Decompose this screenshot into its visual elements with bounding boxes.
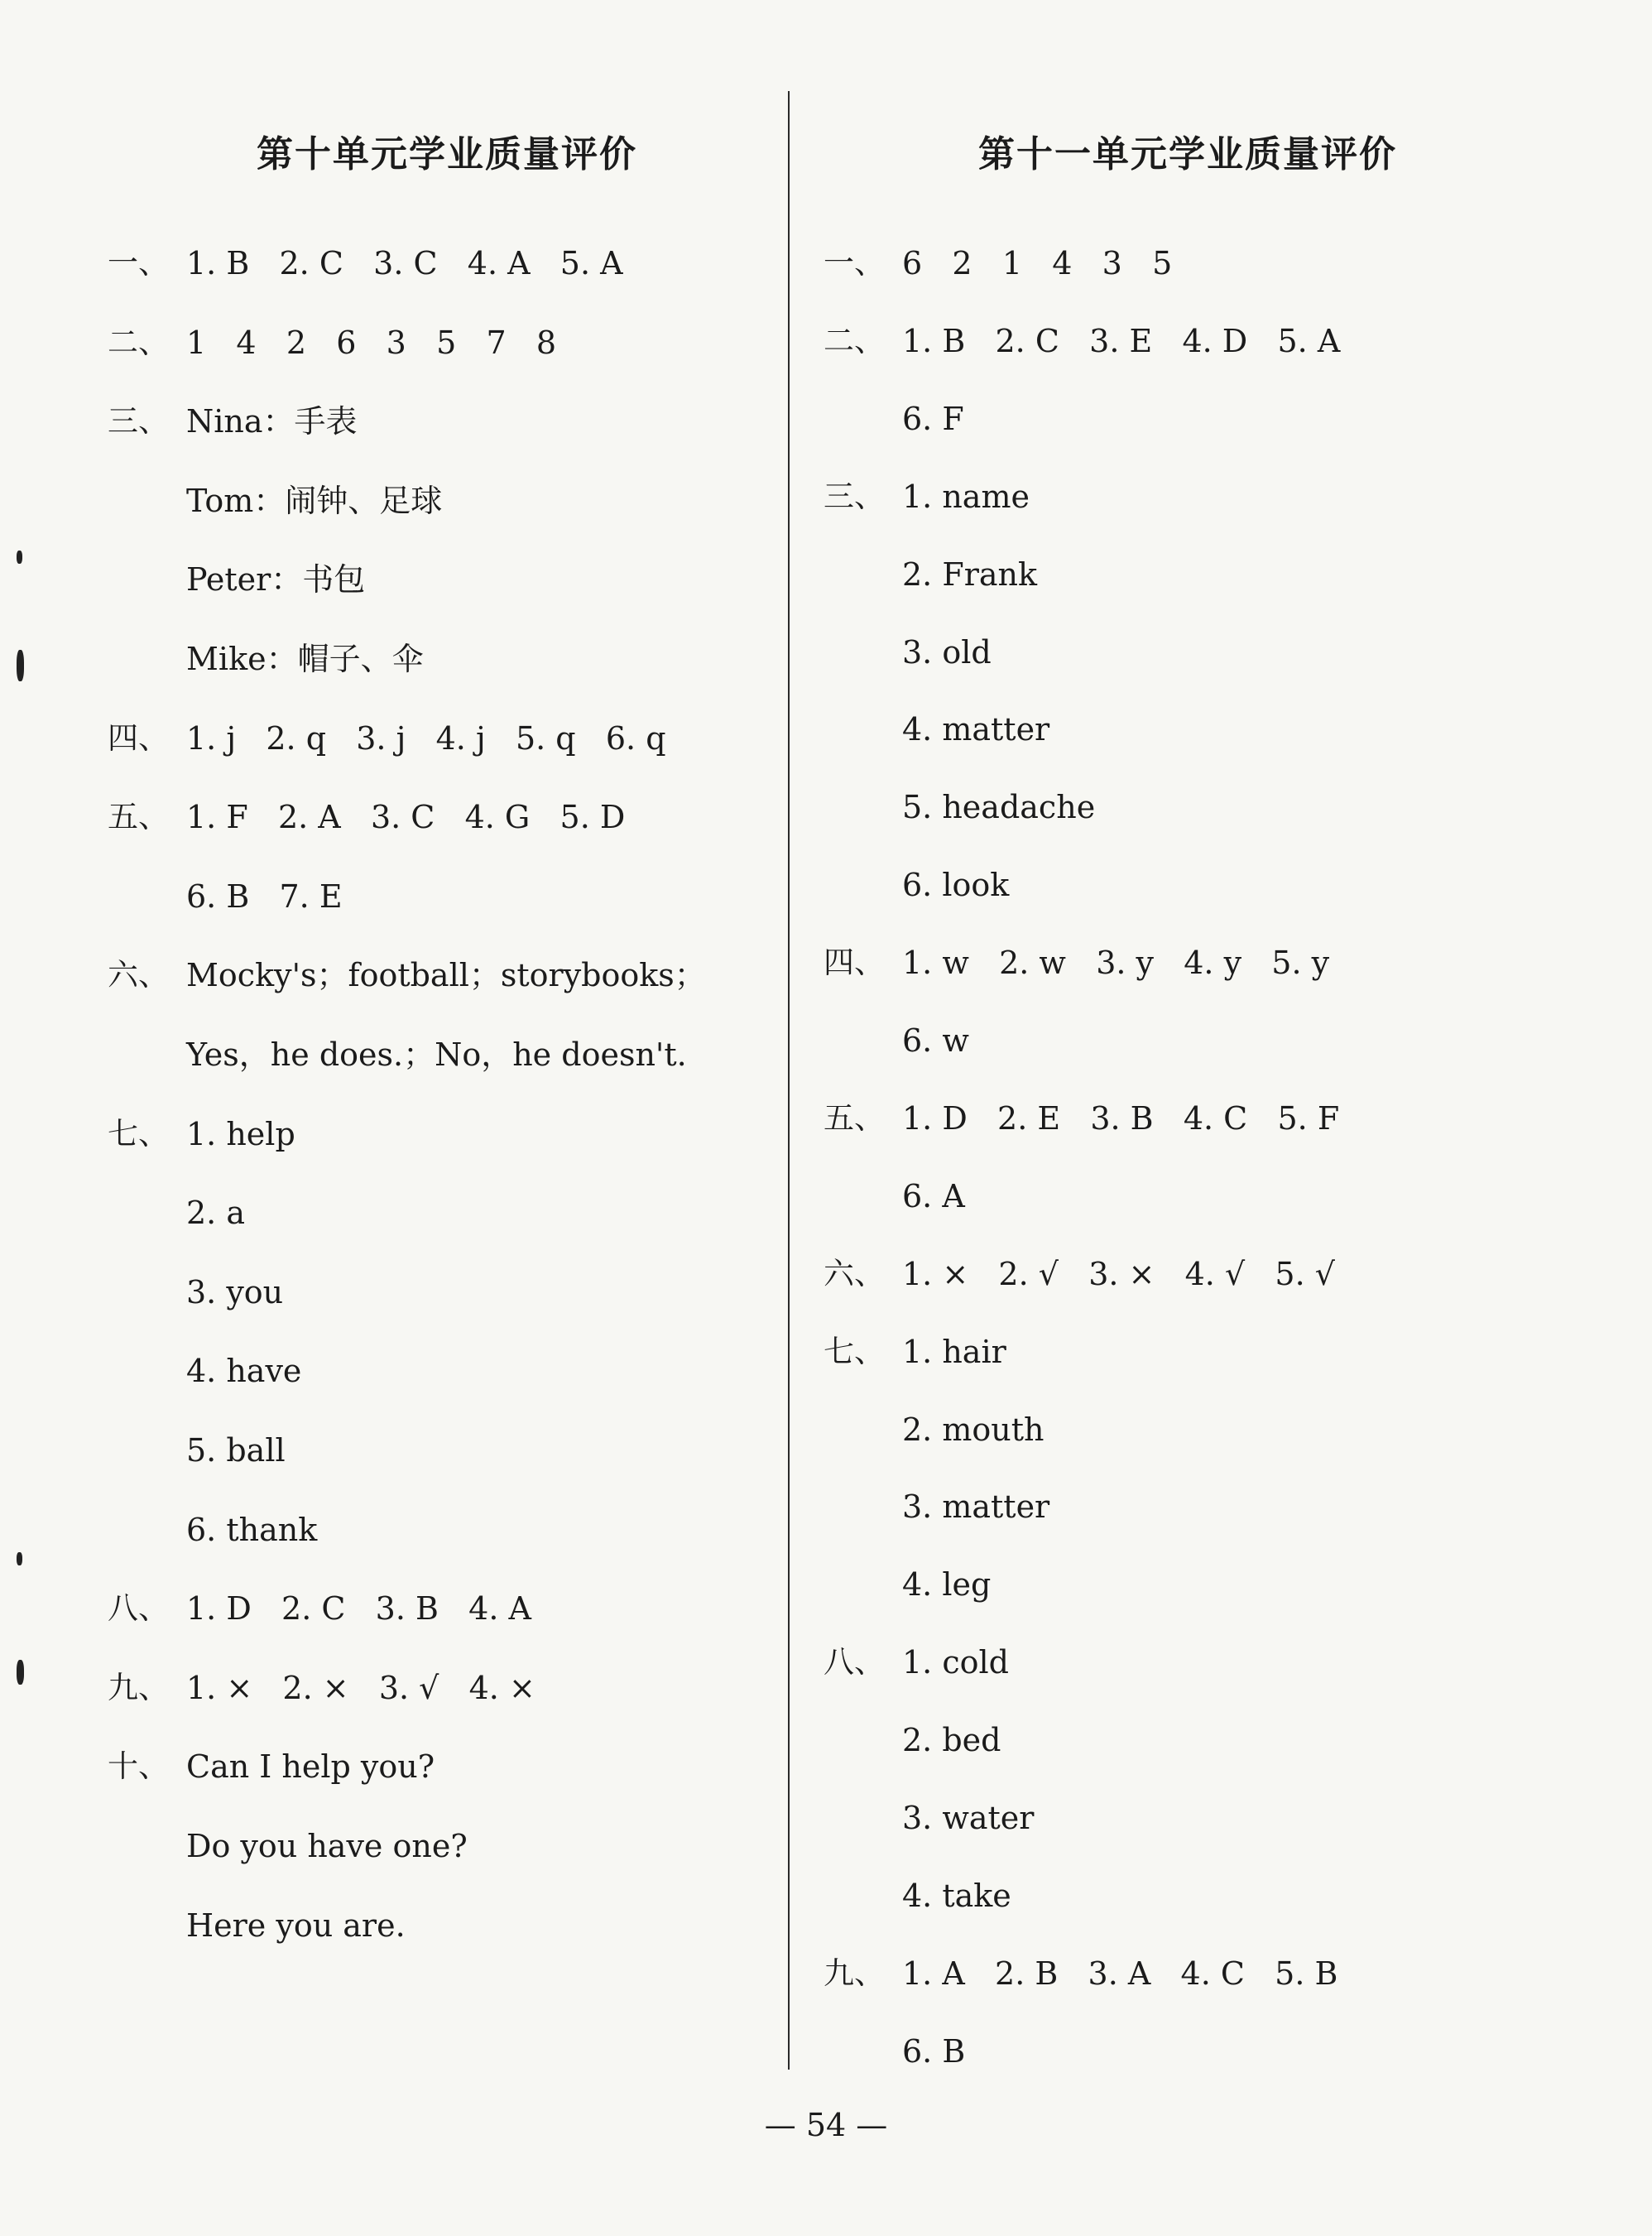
answer-text: 3. old [902, 633, 992, 671]
answer-text: 4. matter [902, 711, 1050, 748]
section-number: 二、 [824, 322, 885, 358]
answer-text: 1. cold [902, 1644, 1009, 1681]
section-number: 三、 [824, 478, 885, 514]
section-number: 一、 [108, 245, 169, 281]
section-number: 八、 [108, 1590, 169, 1627]
section-number: 五、 [824, 1099, 885, 1136]
answer-text: 6. look [902, 867, 1010, 904]
answer-text: Yes，he does.；No，he doesn't. [186, 1036, 687, 1073]
scan-mark [17, 551, 22, 564]
section-number: 八、 [824, 1644, 885, 1681]
answer-text: Nina：手表 [186, 403, 358, 440]
section-number: 四、 [824, 945, 885, 981]
answer-text: Do you have one? [186, 1828, 468, 1864]
section-number: 九、 [824, 1955, 885, 1991]
section-number: 六、 [824, 1255, 885, 1291]
answer-text: 1 4 2 6 3 5 7 8 [186, 324, 557, 361]
answer-text: 1. × 2. √ 3. × 4. √ 5. √ [902, 1255, 1335, 1292]
answer-text: 4. leg [902, 1566, 992, 1604]
answer-text: Peter：书包 [186, 561, 366, 599]
scan-mark [17, 1660, 24, 1685]
answer-text: 1. A 2. B 3. A 4. C 5. B [902, 1955, 1338, 1992]
section-number: 一、 [824, 245, 885, 281]
answer-text: 1. F 2. A 3. C 4. G 5. D [186, 799, 626, 836]
answer-text: 3. matter [902, 1488, 1050, 1526]
section-number: 十、 [108, 1748, 169, 1785]
answer-text: 3. water [902, 1800, 1035, 1836]
answer-text: 1. D 2. E 3. B 4. C 5. F [902, 1099, 1340, 1137]
answer-text: 6 2 1 4 3 5 [902, 245, 1173, 281]
section-number: 九、 [108, 1669, 169, 1705]
answer-text: 6. B 7. E [186, 878, 343, 915]
scan-mark [17, 650, 24, 681]
section-number: 二、 [108, 324, 169, 360]
answer-text: 6. w [902, 1022, 969, 1059]
answer-text: 4. take [902, 1877, 1011, 1914]
right-section-title: 第十一单元学业质量评价 [978, 133, 1397, 176]
answer-text: 6. F [902, 400, 964, 437]
answer-text: 1. j 2. q 3. j 4. j 5. q 6. q [186, 719, 666, 757]
left-section-title: 第十单元学业质量评价 [257, 133, 637, 176]
answer-text: 1. hair [902, 1333, 1006, 1370]
answer-text: 6. B [902, 2032, 966, 2070]
page-number: — 54 — [764, 2107, 888, 2143]
answer-text: 1. help [186, 1115, 295, 1152]
column-divider [788, 91, 790, 2070]
answer-text: 5. headache [902, 789, 1096, 826]
answer-text: 2. bed [902, 1722, 1001, 1759]
answer-text: Mike：帽子、伞 [186, 641, 424, 677]
answer-text: 3. you [186, 1273, 284, 1310]
section-number: 五、 [108, 799, 169, 835]
answer-text: Here you are. [186, 1907, 406, 1944]
scan-mark [17, 1552, 22, 1565]
answer-text: 1. B 2. C 3. E 4. D 5. A [902, 322, 1341, 359]
answer-text: 1. B 2. C 3. C 4. A 5. A [186, 245, 623, 281]
section-number: 七、 [108, 1115, 169, 1152]
section-number: 六、 [108, 957, 169, 993]
answer-text: 6. A [902, 1177, 965, 1214]
section-number: 四、 [108, 719, 169, 756]
answer-text: 6. thank [186, 1511, 318, 1548]
answer-text: 1. × 2. × 3. √ 4. × [186, 1669, 535, 1706]
answer-text: Can I help you? [186, 1748, 435, 1786]
answer-text: Mocky's；football；storybooks； [186, 957, 706, 994]
answer-text: 1. name [902, 478, 1030, 515]
section-number: 三、 [108, 403, 169, 440]
section-number: 七、 [824, 1333, 885, 1369]
answer-text: 2. a [186, 1195, 245, 1232]
answer-text: Tom：闹钟、足球 [186, 482, 443, 519]
answer-text: 5. ball [186, 1432, 286, 1469]
answer-text: 1. D 2. C 3. B 4. A [186, 1590, 531, 1628]
answer-text: 2. mouth [902, 1411, 1045, 1448]
answer-text: 1. w 2. w 3. y 4. y 5. y [902, 945, 1330, 982]
answer-text: 4. have [186, 1353, 302, 1390]
answer-text: 2. Frank [902, 555, 1038, 593]
